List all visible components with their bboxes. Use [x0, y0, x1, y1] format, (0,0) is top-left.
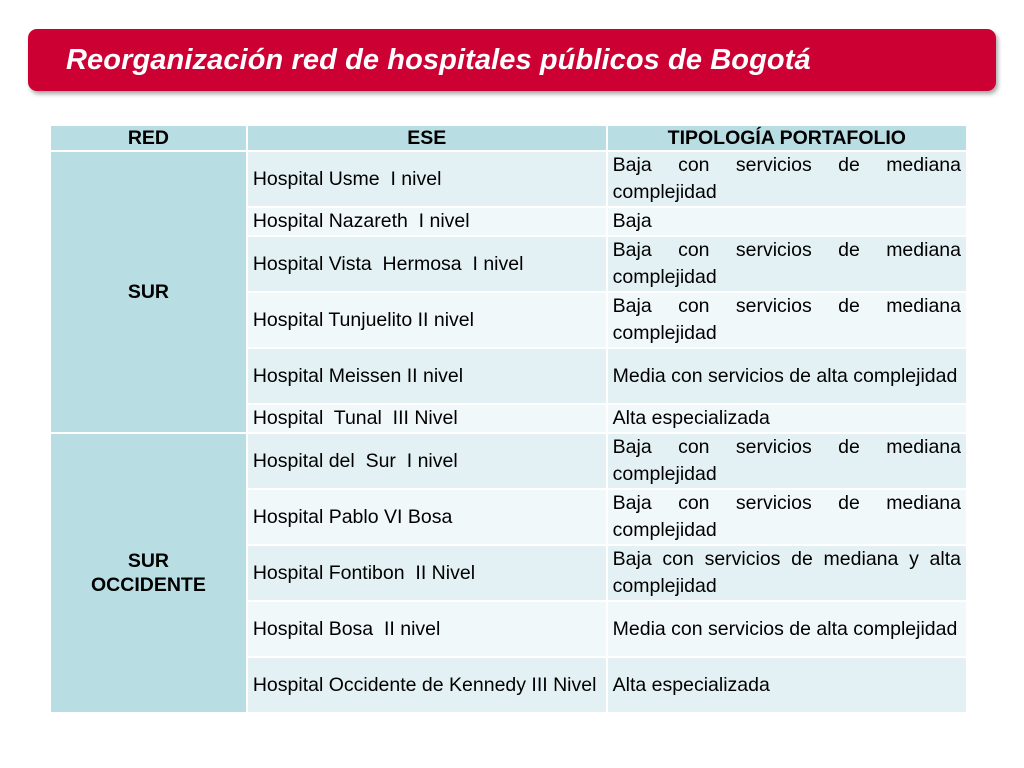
title-bar [28, 29, 996, 91]
tipologia-cell: Baja [608, 208, 966, 235]
ese-cell: Hospital Nazareth I nivel [248, 208, 606, 235]
header-red: RED [51, 126, 246, 150]
tipologia-cell: Baja con servicios de mediana complejidad [608, 237, 966, 291]
ese-cell: Hospital Bosa II nivel [248, 602, 606, 656]
red-cell-sur-occidente: SUR OCCIDENTE [51, 434, 246, 712]
red-cell-sur: SUR [51, 152, 246, 432]
tipologia-cell: Media con servicios de alta complejidad [608, 349, 966, 403]
page-title: Reorganización red de hospitales públicos de Bogotá [66, 43, 811, 76]
tipologia-cell: Media con servicios de alta complejidad [608, 602, 966, 656]
tipologia-cell: Alta especializada [608, 405, 966, 432]
hospital-network-table [49, 124, 968, 714]
header-tipologia: TIPOLOGÍA PORTAFOLIO [608, 126, 966, 150]
ese-cell: Hospital Usme I nivel [248, 152, 606, 206]
table-header-row [51, 126, 966, 150]
table-row [51, 152, 966, 206]
ese-cell: Hospital Tunal III Nivel [248, 405, 606, 432]
tipologia-cell: Baja con servicios de mediana complejidad [608, 490, 966, 544]
ese-cell: Hospital Meissen II nivel [248, 349, 606, 403]
tipologia-cell: Baja con servicios de mediana y alta complejidad [608, 546, 966, 600]
header-ese: ESE [248, 126, 606, 150]
tipologia-cell: Baja con servicios de mediana complejidad [608, 434, 966, 488]
tipologia-cell: Baja con servicios de mediana complejidad [608, 152, 966, 206]
ese-cell: Hospital Fontibon II Nivel [248, 546, 606, 600]
ese-cell: Hospital Occidente de Kennedy III Nivel [248, 658, 606, 712]
tipologia-cell: Alta especializada [608, 658, 966, 712]
table-row [51, 434, 966, 488]
ese-cell: Hospital Vista Hermosa I nivel [248, 237, 606, 291]
ese-cell: Hospital del Sur I nivel [248, 434, 606, 488]
ese-cell: Hospital Pablo VI Bosa [248, 490, 606, 544]
tipologia-cell: Baja con servicios de mediana complejidad [608, 293, 966, 347]
ese-cell: Hospital Tunjuelito II nivel [248, 293, 606, 347]
